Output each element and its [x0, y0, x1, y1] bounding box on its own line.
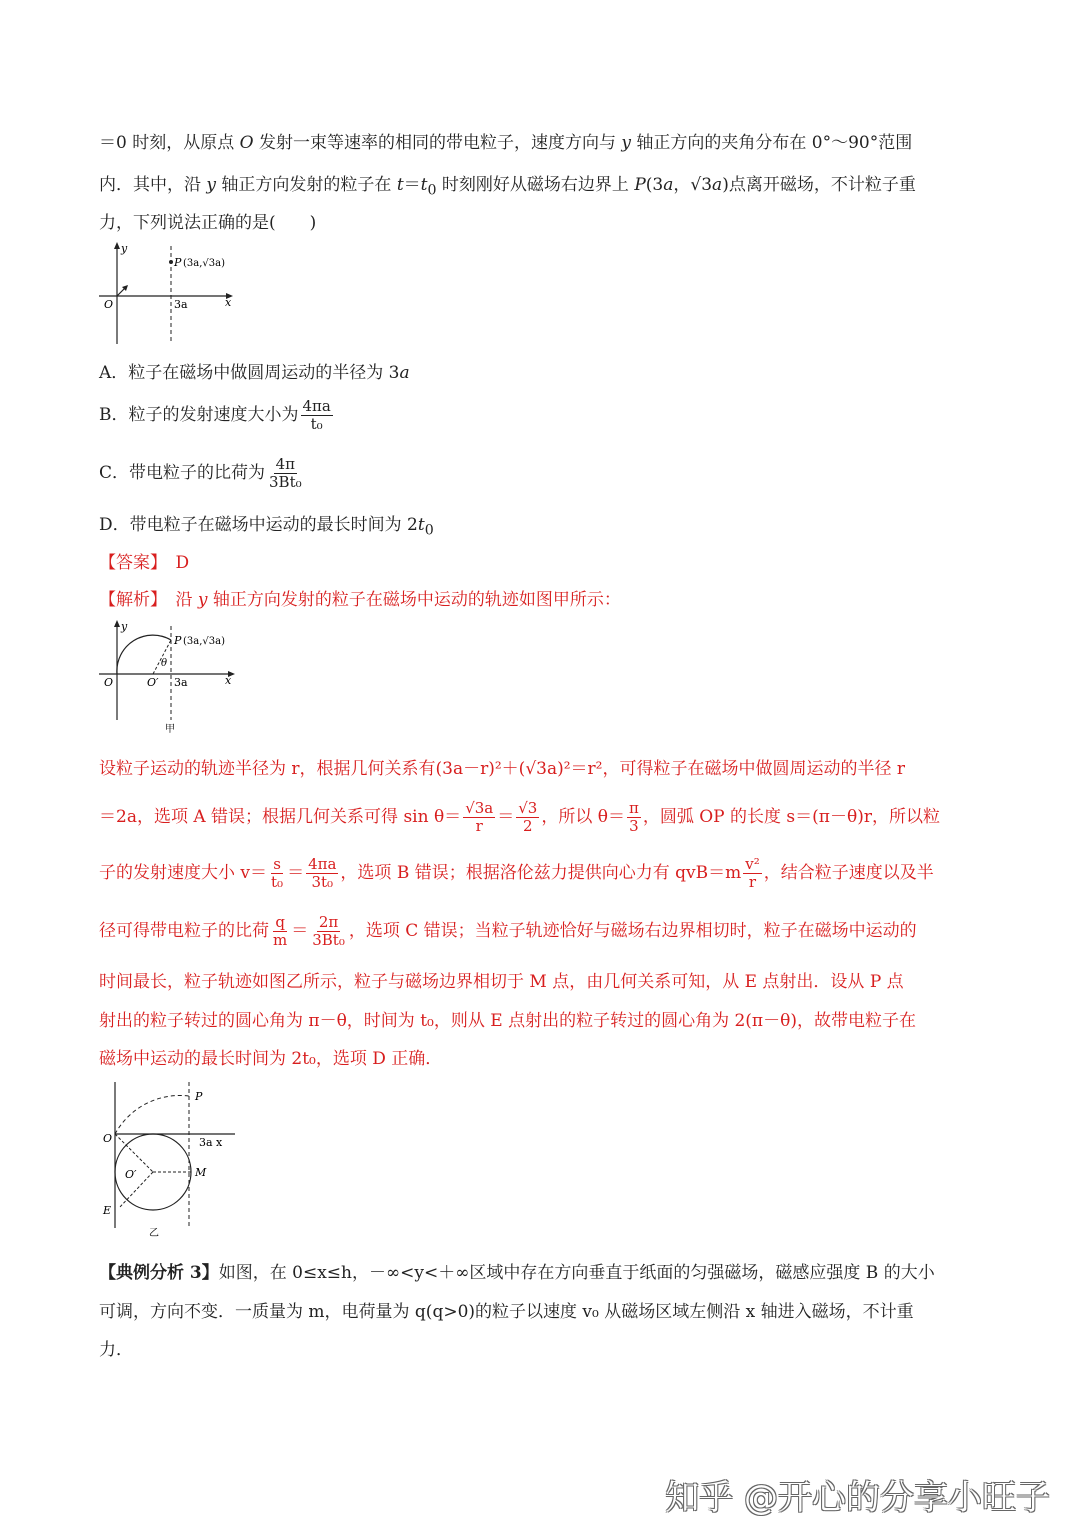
analysis-line: 【解析】 沿 y 轴正方向发射的粒子在磁场中运动的轨迹如图甲所示： [99, 590, 621, 610]
option-d: D．带电粒子在磁场中运动的最长时间为 $2t_0$ [99, 515, 434, 539]
svg-text:P: P [174, 634, 182, 647]
svg-text:3a: 3a [174, 298, 188, 311]
solution-line-1: 设粒子运动的轨迹半径为 r，根据几何关系有(3a－r)²＋(√3a)²＝r²，可得粒子在磁场中做圆周运动的半径 r [99, 759, 906, 779]
option-a: A．粒子在磁场中做圆周运动的半径为 3a [99, 363, 410, 383]
option-c: C．带电粒子的比荷为 $\frac{4\pi}{\text{3Bt₀}}$ [99, 455, 302, 491]
svg-text:x: x [225, 674, 232, 687]
svg-text:M: M [195, 1166, 207, 1179]
svg-text:甲: 甲 [165, 724, 175, 735]
solution-line-5: 时间最长，粒子轨迹如图乙所示，粒子与磁场边界相切于 M 点，由几何关系可知，从 E 点射出．设从 P 点 [99, 972, 904, 992]
figure-2 [95, 618, 255, 740]
example3-line-3: 力． [99, 1340, 133, 1360]
svg-text:(3a,√3a): (3a,√3a) [183, 636, 226, 647]
svg-text:P: P [195, 1090, 203, 1103]
question-line-2: 内．其中，沿 y 轴正方向发射的粒子在 $t=t_0$ 时刻刚好从磁场右边界上 P(3a，√3a)点离开磁场，不计粒子重 [99, 175, 916, 199]
figure-1 [95, 240, 255, 352]
svg-text:O: O [104, 676, 114, 689]
watermark: 知乎 @开心的分享小旺子 [665, 1478, 1050, 1518]
svg-text:乙: 乙 [149, 1228, 159, 1239]
answer-line: 【答案】 D [99, 553, 190, 573]
svg-text:y: y [121, 620, 128, 633]
svg-text:O: O [104, 298, 114, 311]
question-line-1: ＝0 时刻，从原点 O 发射一束等速率的相同的带电粒子，速度方向与 y 轴正方向的夹角分布在 0°～90°范围 [99, 133, 913, 153]
svg-text:O: O [103, 1132, 113, 1145]
solution-line-4: 径可得带电粒子的比荷 $\frac{q}{m}$ ＝ $\frac{2\pi}{\text{3Bt₀}}$ ，选项 C 错误；当粒子轨迹恰好与磁场右边界相切时，粒子在磁场中运动的 [99, 913, 917, 949]
example3-line-2: 可调，方向不变．一质量为 m，电荷量为 q(q>0)的粒子以速度 v₀ 从磁场区域左侧沿 x 轴进入磁场，不计重 [99, 1302, 914, 1322]
svg-text:O′: O′ [147, 676, 159, 689]
option-b: B．粒子的发射速度大小为 $\frac{4\pi a}{\text{t₀}}$ [99, 397, 331, 433]
svg-text:E: E [103, 1204, 112, 1217]
solution-line-2: ＝2a，选项 A 错误；根据几何关系可得 sin θ＝ $\frac{√3a}{r}$ ＝ $\frac{√3}{2}$ ，所以 θ＝ $\frac{\pi}{3}$ ，圆弧 OP 的长度 s＝(π－θ)r，所以粒 [99, 799, 940, 835]
figure-3 [95, 1080, 255, 1246]
svg-text:θ: θ [161, 658, 168, 669]
svg-text:x: x [225, 296, 232, 309]
svg-text:3a x: 3a x [199, 1136, 223, 1149]
solution-line-7: 磁场中运动的最长时间为 2t₀，选项 D 正确． [99, 1049, 443, 1069]
svg-text:O′: O′ [125, 1168, 137, 1181]
svg-text:y: y [121, 242, 128, 255]
svg-text:P: P [174, 256, 182, 269]
solution-line-3: 子的发射速度大小 v＝ $\frac{s}{\text{t₀}}$ ＝ $\frac{4\pi a}{\text{3t₀}}$ ，选项 B 错误；根据洛伦兹力提供向心力有 qvB＝m $\frac{\text{v²}}{r}$ ，结合粒子速度以及半 [99, 855, 934, 891]
example3-line-1: 【典例分析 3】如图，在 0≤x≤h，－∞<y<＋∞区域中存在方向垂直于纸面的匀强磁场，磁感应强度 B 的大小 [99, 1263, 935, 1283]
svg-text:(3a,√3a): (3a,√3a) [183, 258, 226, 269]
svg-text:3a: 3a [174, 676, 188, 689]
question-line-3: 力，下列说法正确的是( ) [99, 213, 317, 233]
solution-line-6: 射出的粒子转过的圆心角为 π－θ，时间为 t₀，则从 E 点射出的粒子转过的圆心角为 2(π－θ)，故带电粒子在 [99, 1011, 916, 1031]
